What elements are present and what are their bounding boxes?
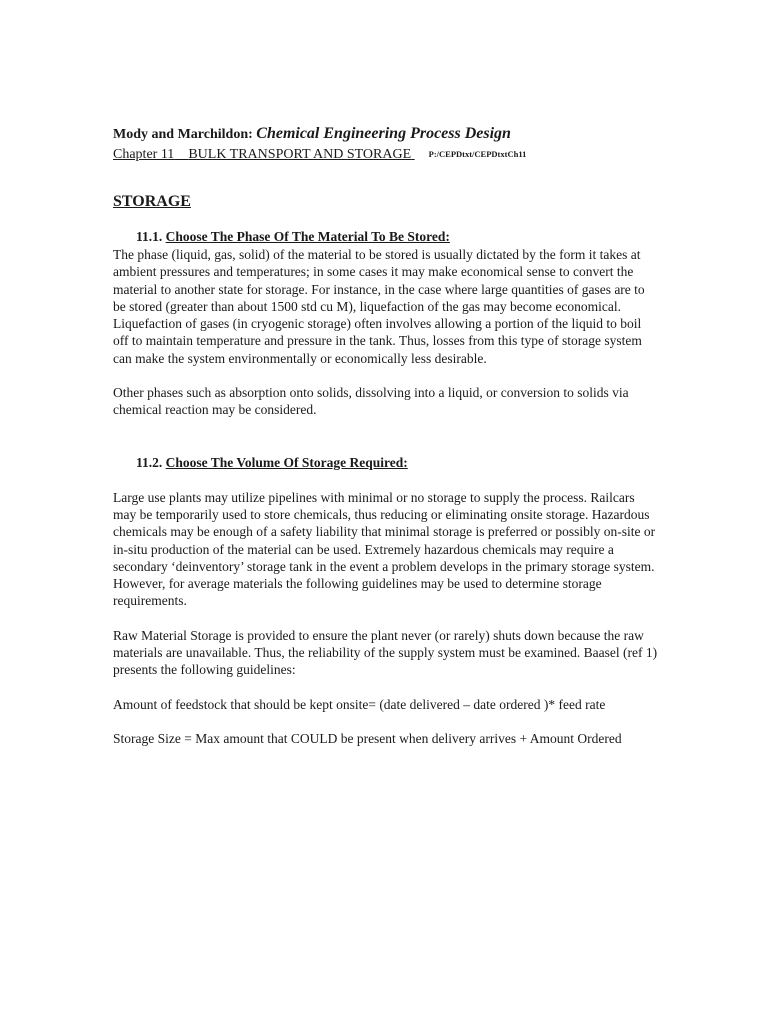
chapter-heading <box>113 147 415 162</box>
subsection-number: 11.1. <box>136 229 163 244</box>
file-path: P:/CEPDtxt/CEPDtxtCh11 <box>428 149 527 159</box>
chapter-title: BULK TRANSPORT AND STORAGE <box>188 147 412 162</box>
paragraph: Other phases such as absorption onto solids, dissolving into a liquid, or conversion to solids via chemical reaction may be considered. <box>113 385 629 418</box>
subsection-title: Choose The Phase Of The Material To Be Stored: <box>165 229 450 244</box>
authors: Mody and Marchildon: <box>113 127 253 142</box>
paragraph: Large use plants may utilize pipelines with minimal or no storage to supply the process. Railcars may be temporarily used to store chemicals, thus reducing or eliminating onsite storage. Hazardous chemicals may be enough of a safety liability that minimal storage is preferred or possibly on-site or in-situ production of the material can be used. Extremely hazardous chemicals may require a secondary ‘deinventory’ storage tank in the event a problem develops in the primary storage system. However, for average materials the following guidelines may be used to determine storage requirements. <box>113 489 656 609</box>
paragraph: The phase (liquid, gas, solid) of the material to be stored is usually dictated by the form it takes at ambient pressures and temperatures; in some cases it may make economical sense to convert the material to another state for storage. For instance, in the case where large quantities of gases are to be stored (greater than about 1500 std cu M), liquefaction of the gas may become economical. Liquefaction of gases (in cryogenic storage) often involves allowing a portion of the liquid to boil off to maintain temperature and pressure in the tank. Thus, losses from this type of storage system can make the system environmentally or economically less desirable. <box>113 247 645 366</box>
subsection-heading-11-2 <box>113 454 658 472</box>
paragraph: Amount of feedstock that should be kept onsite= (date delivered – date ordered )* feed rate <box>113 696 606 712</box>
subsection-number: 11.2. <box>136 454 163 470</box>
section-title: STORAGE <box>113 193 191 210</box>
running-header <box>113 124 658 145</box>
chapter-header <box>113 145 658 164</box>
book-title: Chemical Engineering Process Design <box>256 125 511 142</box>
paragraph: Storage Size = Max amount that COULD be present when delivery arrives + Amount Ordered <box>113 730 622 746</box>
paragraph: Raw Material Storage is provided to ensure the plant never (or rarely) shuts down because the raw materials are unavailable. Thus, the reliability of the supply system must be examined. Baasel (ref 1) presents the following guidelines: <box>113 627 658 678</box>
subsection-title: Choose The Volume Of Storage Required: <box>165 454 408 470</box>
document-page <box>113 124 658 747</box>
chapter-number: Chapter 11 <box>113 147 175 162</box>
subsection-heading-11-1 <box>113 228 658 246</box>
